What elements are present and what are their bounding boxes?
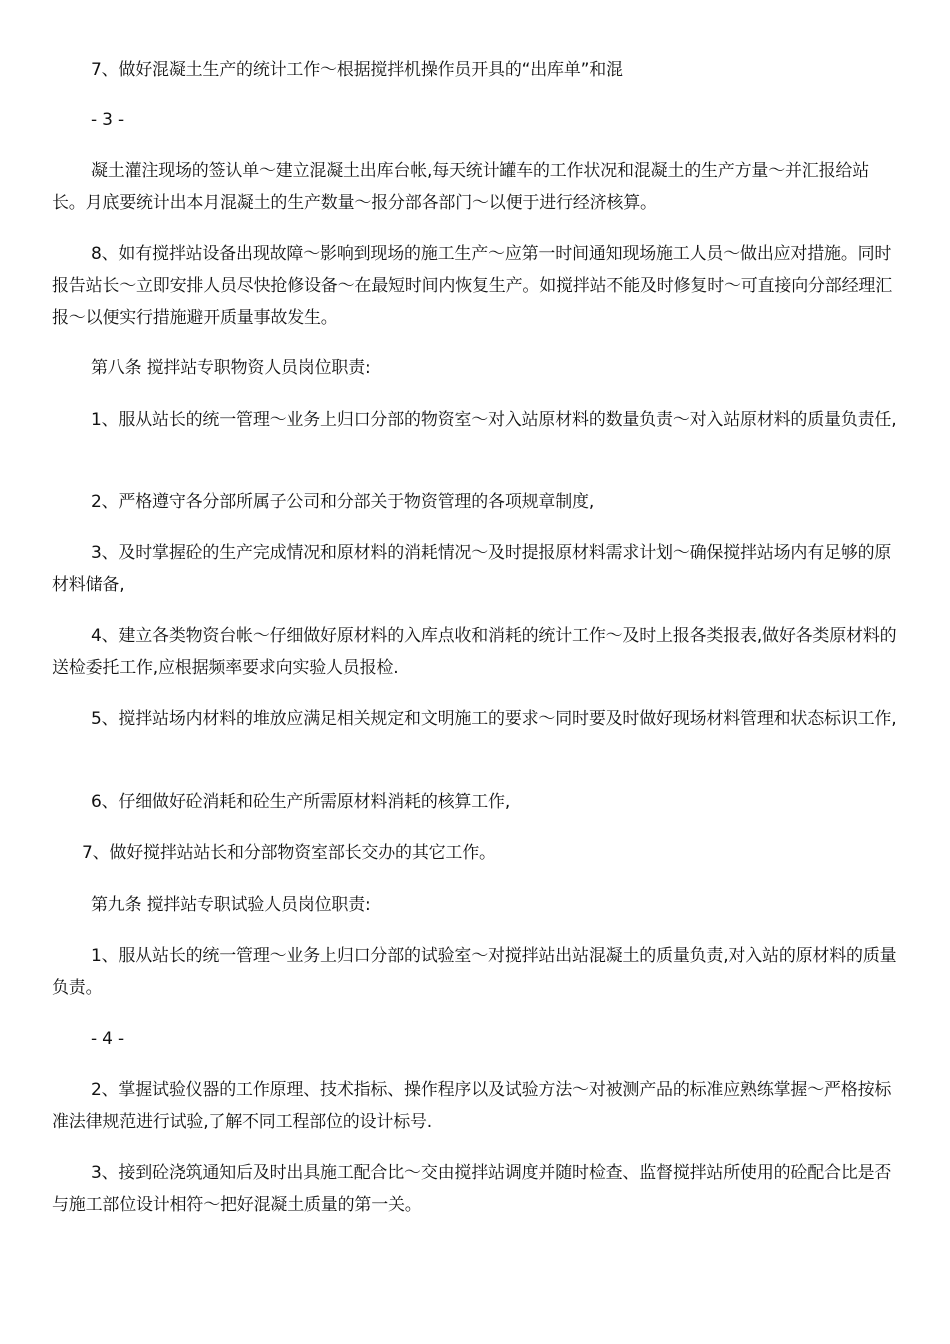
paragraph: 2、严格遵守各分部所属子公司和分部关于物资管理的各项规章制度, (91, 492, 595, 512)
section-heading: 第八条 搅拌站专职物资人员岗位职责: (91, 358, 371, 378)
paragraph: 3、及时掌握砼的生产完成情况和原材料的消耗情况～及时提报原材料需求计划～确保搅拌站场内有足够的原材料储备, (52, 543, 892, 595)
paragraph: 1、服从站长的统一管理～业务上归口分部的物资室～对入站原材料的数量负责～对入站原材料的质量负责任, (91, 410, 897, 430)
paragraph: 凝土灌注现场的签认单～建立混凝土出库台帐,每天统计罐车的工作状况和混凝土的生产方量～并汇报给站长。月底要统计出本月混凝土的生产数量～报分部各部门～以便于进行经济核算。 (52, 161, 870, 213)
paragraph: 8、如有搅拌站设备出现故障～影响到现场的施工生产～应第一时间通知现场施工人员～做出应对措施。同时报告站长～立即安排人员尽快抢修设备～在最短时间内恢复生产。如搅拌站不能及时修复时～可直接向分部经理汇报～以便实行措施避开质量事故发生。 (52, 244, 892, 328)
paragraph: 3、接到砼浇筑通知后及时出具施工配合比～交由搅拌站调度并随时检查、监督搅拌站所使用的砼配合比是否与施工部位设计相符～把好混凝土质量的第一关。 (52, 1163, 892, 1215)
page-number: - 3 - (91, 110, 124, 130)
paragraph: 7、做好搅拌站站长和分部物资室部长交办的其它工作。 (82, 843, 496, 863)
paragraph: 6、仔细做好砼消耗和砼生产所需原材料消耗的核算工作, (91, 792, 511, 812)
page-number: - 4 - (91, 1029, 124, 1049)
paragraph: 4、建立各类物资台帐～仔细做好原材料的入库点收和消耗的统计工作～及时上报各类报表,做好各类原材料的送检委托工作,应根据频率要求向实验人员报检. (52, 626, 897, 678)
paragraph: 5、搅拌站场内材料的堆放应满足相关规定和文明施工的要求～同时要及时做好现场材料管理和状态标识工作, (91, 709, 897, 729)
paragraph: 1、服从站长的统一管理～业务上归口分部的试验室～对搅拌站出站混凝土的质量负责,对入站的原材料的质量负责。 (52, 946, 897, 998)
section-heading: 第九条 搅拌站专职试验人员岗位职责: (91, 895, 371, 915)
paragraph: 2、掌握试验仪器的工作原理、技术指标、操作程序以及试验方法～对被测产品的标准应熟练掌握～严格按标准法律规范进行试验,了解不同工程部位的设计标号. (52, 1080, 892, 1132)
paragraph: 7、做好混凝土生产的统计工作～根据搅拌机操作员开具的“出库单”和混 (91, 60, 623, 80)
